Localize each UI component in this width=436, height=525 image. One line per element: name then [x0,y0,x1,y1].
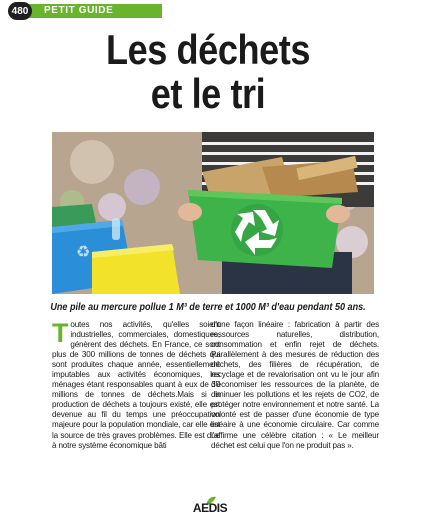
recycle-icon [231,204,283,256]
body-column-left [52,320,220,451]
recycling-illustration [52,132,374,294]
publisher-logo [182,493,238,519]
series-banner [11,4,162,18]
photo-caption: Une pile au mercure pollue 1 M³ de terre et 1000 M³ d'eau pendant 50 ans. [50,302,366,313]
title-line-1: Les déchets [105,26,311,73]
drop-cap: T [52,318,69,348]
series-label: PETIT GUIDE [44,5,114,16]
title-line-2: et le tri [150,70,266,117]
page-title [29,28,387,116]
right-column-text: d'une façon linéaire : fabrication à partir des ressources naturelles, distribution, consommation et enfin rejet de déchets. Parallèlement à des mesures de réduction des déchets, des filières de récupération, de recyclage et de revalorisation ont vu le jour afin d'économiser les ressources de la planète, de diminuer les pollutions et les rejets de CO2, de protéger notre environnement et notre santé. La volonté est de passer d'une économie de type linéaire à une économie circulaire. Car comme l'affirme une célèbre citation : « Le meilleur déchet est celui que l'on ne produit pas ». [211,320,379,450]
body-column-right [211,320,379,451]
photo-credit: © Adobe Stock [418,387,436,402]
left-column-text: outes nos activités, qu'elles soient industrielles, commerciales, domestiques, génèrent des déchets. En France, ce sont plus de 300 millions de tonnes de déchets qui sont produites chaque année, essentiellement imputables aux activités économiques, les ménages étant responsables quant à eux de 30 millions de tonnes de déchets.Mais si la production de déchets a toujours existé, elle est devenue au fil du temps une préoccupation majeure pour la population mondiale, car elle est la source de très graves problèmes. Elle est due à notre système économique bâti [52,320,220,450]
page-number-badge: 480 [8,2,32,20]
svg-text:♻: ♻ [76,244,91,261]
publisher-name: AEDIS [192,501,228,515]
